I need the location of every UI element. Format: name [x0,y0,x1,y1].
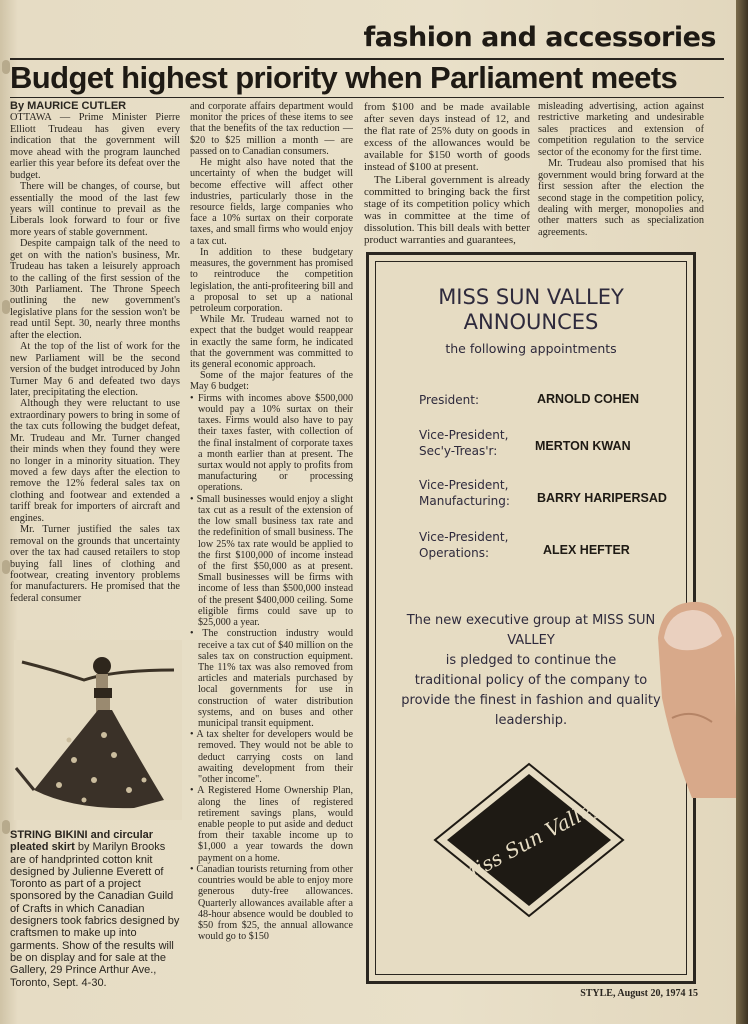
article-paragraph: There will be changes, of course, but essentially the mood of the last few years will continue to prevail as the Liberals look forward to four or five more years of stable government. [10,181,180,238]
role-text: Manufacturing: [419,494,510,508]
article-paragraph: • Canadian tourists returning from other countries would be able to enjoy more generous duty-free allowances. Quarterly allowances available after a 48-hour absence would be doubled to $50 from $25, the annual allowance would go to $150 [190,863,353,943]
logo-text: Miss Sun Valley [453,792,606,890]
headline-rule [10,97,724,98]
role-text: Vice-President, [419,478,509,492]
role-text: President: [419,393,480,407]
caption-lead: STRING BIKINI and circular pleated skirt [10,829,154,854]
appointment-role-1 [419,392,479,408]
appointment-name-3: BARRY HARIPERSAD [537,491,667,505]
article-headline: Budget highest priority when Parliament meets [10,60,678,95]
ad-body-line: is pledged to continue the [445,653,617,668]
ad-body-line: leadership. [494,713,568,728]
appointment-role-4 [419,529,508,561]
role-text: Operations: [419,546,490,560]
article-paragraph: Some of the major features of the May 6 budget: [190,370,353,393]
appointment-role-2 [419,427,508,459]
article-paragraph: • Small businesses would enjoy a slight tax cut as a result of the extension of the low small business tax rate and the redefinition of small business. The low 25% tax rate would be applied to the first $100,000 of income instead of the first $50,000 as at present. Small businesses will be firms with income of less than $500,000 instead of the present $400,000 ceiling. Some eligible firms could save up to $25,000 a year. [190,493,353,629]
ad-subtitle: the following appointments [445,341,617,356]
article-paragraph: Mr. Trudeau also promised that his government would bring forward at the first session after the election the second stage in the competition policy, dealing with merger, monopolies and other matters such as specialization agreements. [538,158,704,238]
article-paragraph: • The construction industry would receive a tax cut of $40 million on the sales tax on construction equipment. The 11% tax was also removed from articles and materials purchased by local governments for use in construction of water distribution systems, and on buses and other municipal transit equipment. [190,628,353,730]
ad-title-line-2: ANNOUNCES [463,310,599,334]
appointment-name-2: MERTON KWAN [535,439,631,453]
article-paragraph: OTTAWA — Prime Minister Pierre Elliott Trudeau has given every indication that the government will move ahead with the program launched earlier this year before its defeat over the budget. [10,112,180,181]
role-text: Sec'y-Treas'r: [419,444,498,458]
article-column-1 [10,101,180,611]
article-paragraph: misleading advertising, action against restrictive marketing and undesirable sales practices and extension of competition regulation to the service sector of the economy for the first time. [538,101,704,158]
appointment-name-1: ARNOLD COHEN [537,392,640,406]
article-paragraph: and corporate affairs department would monitor the prices of these items to see that the benefits of the tax reduction — $20 to $25 million a month — are passed on to Canadian consumers. [190,101,353,157]
photo-caption [10,829,180,989]
article-paragraph: • A tax shelter for developers would be removed. They would not be able to deduct carrying costs on land awaiting development from their "other income". [190,729,353,786]
ad-body-line: The new executive group at MISS SUN VALLEY [406,613,656,648]
article-paragraph: • Firms with incomes above $500,000 would pay a 10% surtax on their taxes. Firms would also have to pay their taxes faster, with collection of the final instalment of corporate taxes a month earlier than at present. The surtax would not apply to profits from manufacturing or processing operations. [190,392,353,494]
ad-body-text [383,611,679,731]
article-column-4 [538,101,704,249]
thumb-photo [652,598,738,798]
article-paragraph: While Mr. Trudeau warned not to expect that the budget would reappear in exactly the same form, he indicated that the government was committed to its general economic approach. [190,314,353,371]
role-text: Vice-President, [419,428,509,442]
fashion-photo [14,640,182,820]
section-heading: fashion and accessories [363,22,716,53]
ad-body-line: provide the finest in fashion and quality [401,693,661,708]
article-paragraph: Mr. Turner justified the sales tax removal on the grounds that uncertainty over the tax had caused retailers to stop buying fall lines of clothing and footwear, creating inventory problems for manufacturers. He promised that the federal consumer [10,524,180,604]
role-text: Vice-President, [419,530,509,544]
article-paragraph: from $100 and be made available after seven days instead of 12, and the flat rate of 25% duty on goods in excess of the allowances would be available for $150 worth of goods instead of $100 at present. [364,101,530,174]
miss-sun-valley-logo [431,760,627,920]
article-paragraph: He might also have noted that the uncertainty of when the budget will become effective will affect other industries, particularly those in the resource fields, large companies who face a 10% surtax on their corporate taxes, and small firms who would enjoy a tax cut. [190,157,353,247]
ad-title [369,285,693,335]
article-column-3 [364,101,530,249]
caption-text: by Marilyn Brooks are of handprinted cotton knit designed by Julienne Everett of Toronto as part of a project sponsored by the Canadian Guild of Crafts in which Canadian designers took fabrics designed by craftsmen to make up into garments. Show of the results will be on display and for sale at the Gallery, 29 Prince Arthur Ave., Toronto, Sept. 4-30. [10,841,180,989]
appointment-role-3 [419,477,510,509]
miss-sun-valley-ad [366,252,696,984]
article-paragraph: The Liberal government is already committed to bringing back the first stage of its competition policy which was in committee at the time of dissolution. This bill deals with better product warranties and guarantees, [364,173,530,247]
ad-title-line-1: MISS SUN VALLEY [438,285,624,309]
article-paragraph: Despite campaign talk of the need to get on with the nation's business, Mr. Trudeau has taken a leisurely approach to the calling of the first session of the 30th Parliament. The Throne Speech outlining the new government's legislative plans for the session won't be read until Sept. 30, nearly three months after the election. [10,238,180,341]
page-folio: STYLE, August 20, 1974 15 [580,988,698,999]
appointment-name-4: ALEX HEFTER [543,543,630,557]
article-paragraph: Although they were reluctant to use extraordinary powers to bring in some of the tax cuts following the budget defeat, Mr. Trudeau and Mr. Turner changed their minds when they found they were no longer in a minority situation. They moved a few days after the election to remove the 12% federal sales tax on clothing and footwear and extended a tariff break for importers of aircraft and engines. [10,398,180,524]
binding-spine [736,0,748,1024]
ad-body-line: traditional policy of the company to [414,673,648,688]
byline: By MAURICE CUTLER [10,101,127,112]
article-column-2 [190,101,353,983]
article-paragraph: At the top of the list of work for the new Parliament will be the second version of the budget introduced by John Turner May 6 and defeated two days later, precipitating the election. [10,341,180,398]
article-paragraph: • A Registered Home Ownership Plan, along the lines of registered retirement savings plans, would enable people to put aside and deduct from their taxable income up to $1,000 a year towards the down payment on a home. [190,785,353,864]
article-paragraph: In addition to these budgetary measures, the government has promised to reintroduce the competition legislation, the anti-profiteering bill and a proposal to set up a national petroleum corporation. [190,246,353,314]
